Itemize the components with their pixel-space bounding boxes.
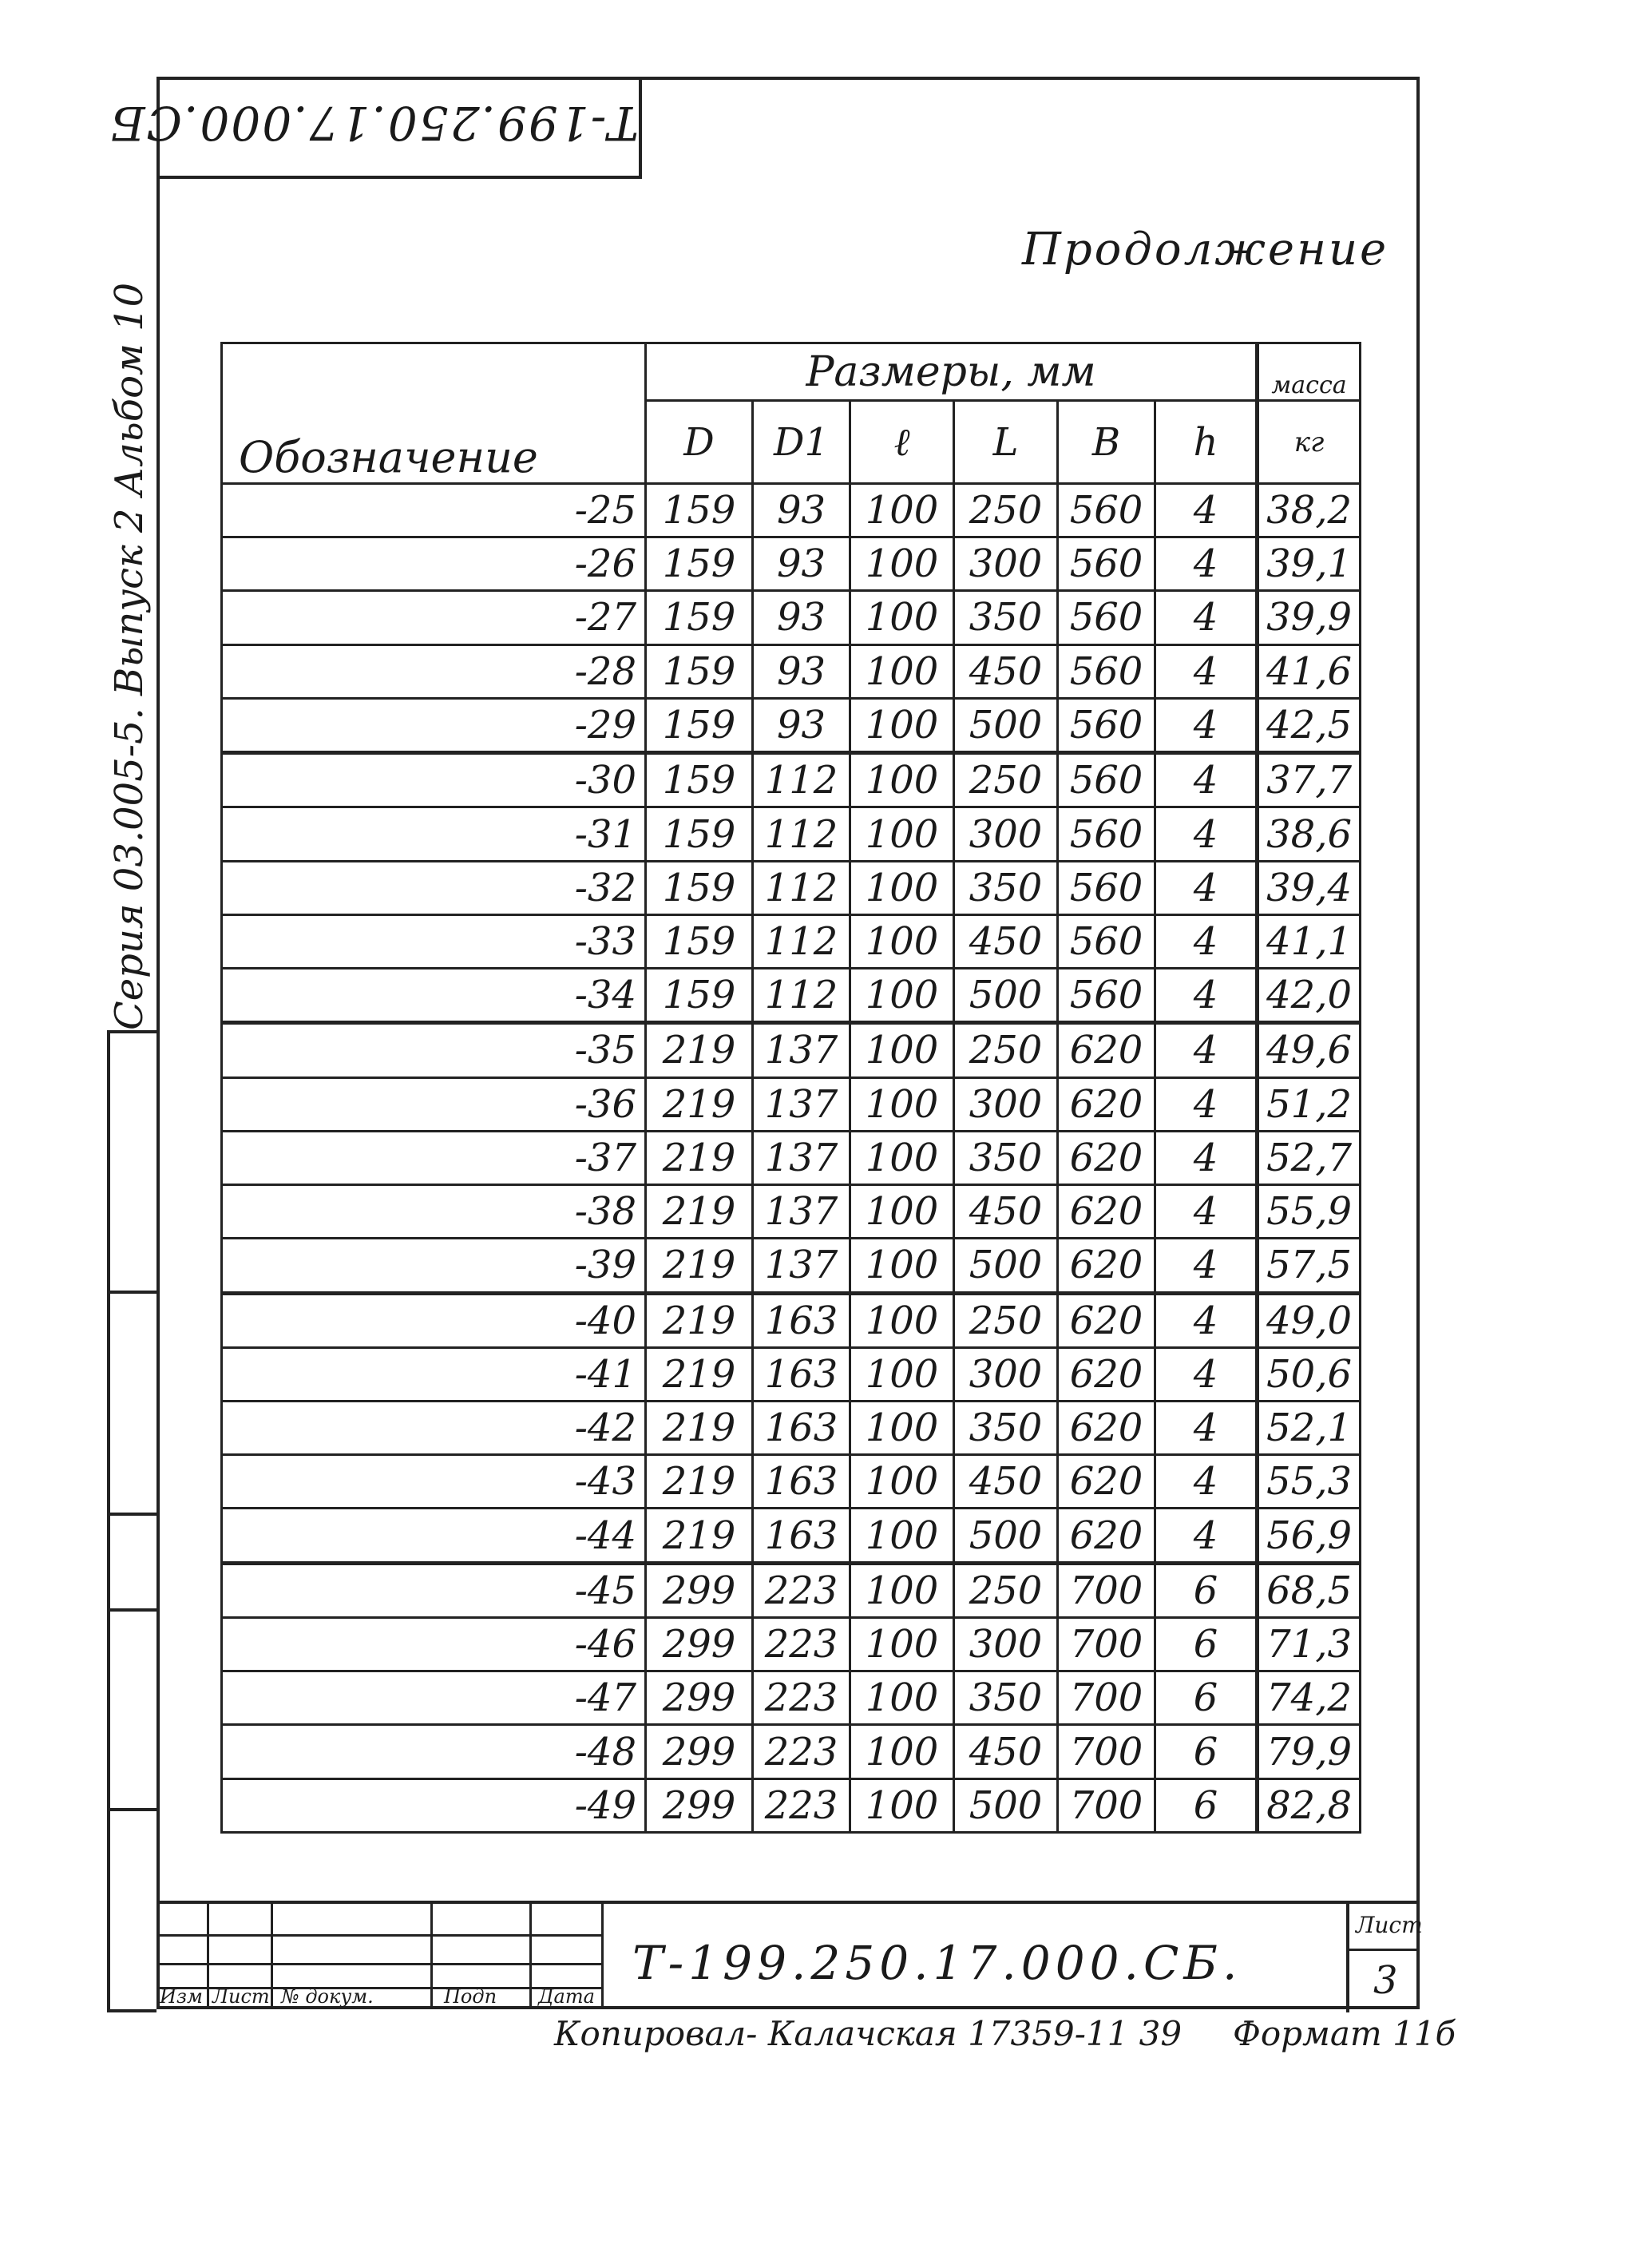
cell-D1: 137 (753, 1131, 850, 1184)
cell-L: 500 (954, 1778, 1058, 1832)
cell-L: 350 (954, 1671, 1058, 1725)
cell-L: 250 (954, 1563, 1058, 1617)
table-row (222, 1293, 1361, 1347)
cell-L: 300 (954, 1347, 1058, 1401)
cell-designation: -33 (222, 914, 646, 968)
cell-mass: 68,5 (1258, 1563, 1361, 1617)
cell-designation: -36 (222, 1077, 646, 1131)
table-row (222, 1725, 1361, 1778)
cell-h: 6 (1155, 1563, 1258, 1617)
cell-mass: 51,2 (1258, 1077, 1361, 1131)
cell-h: 4 (1155, 698, 1258, 752)
cell-D: 159 (646, 807, 753, 861)
cell-B: 620 (1058, 1185, 1155, 1239)
cell-D: 159 (646, 861, 753, 914)
cell-B: 620 (1058, 1347, 1155, 1401)
rotated-doc-stamp (109, 77, 642, 179)
cell-D: 159 (646, 537, 753, 591)
cell-D: 219 (646, 1293, 753, 1347)
cell-D1: 112 (753, 914, 850, 968)
cell-mass: 56,9 (1258, 1509, 1361, 1563)
cell-B: 700 (1058, 1563, 1155, 1617)
tb-col-sign: Подп (433, 1904, 532, 2009)
cell-D: 159 (646, 644, 753, 698)
cell-D: 159 (646, 484, 753, 537)
cell-mass: 82,8 (1258, 1778, 1361, 1832)
table-row (222, 537, 1361, 591)
cell-h: 4 (1155, 1131, 1258, 1184)
cell-designation: -37 (222, 1131, 646, 1184)
cell-D1: 93 (753, 698, 850, 752)
cell-B: 620 (1058, 1077, 1155, 1131)
table-row (222, 1347, 1361, 1401)
cell-designation: -34 (222, 968, 646, 1022)
cell-D1: 93 (753, 484, 850, 537)
header-dimensions: Размеры, мм (646, 343, 1258, 401)
cell-D1: 93 (753, 644, 850, 698)
cell-mass: 38,2 (1258, 484, 1361, 537)
table-row (222, 1455, 1361, 1509)
cell-D1: 163 (753, 1293, 850, 1347)
cell-L: 350 (954, 1131, 1058, 1184)
col-header-l: ℓ (850, 401, 954, 484)
title-block (156, 1901, 1423, 2009)
cell-h: 4 (1155, 1239, 1258, 1293)
header-mass: масса (1258, 343, 1361, 401)
cell-L: 250 (954, 753, 1058, 807)
cell-D1: 163 (753, 1347, 850, 1401)
cell-D: 299 (646, 1563, 753, 1617)
cell-D1: 112 (753, 807, 850, 861)
col-header-L: L (954, 401, 1058, 484)
cell-D: 219 (646, 1023, 753, 1077)
cell-D: 219 (646, 1131, 753, 1184)
cell-D: 159 (646, 968, 753, 1022)
cell-B: 560 (1058, 861, 1155, 914)
cell-L: 250 (954, 1293, 1058, 1347)
cell-mass: 49,0 (1258, 1293, 1361, 1347)
table-row (222, 861, 1361, 914)
cell-D1: 163 (753, 1402, 850, 1455)
cell-h: 4 (1155, 968, 1258, 1022)
cell-D: 219 (646, 1185, 753, 1239)
cell-D: 219 (646, 1347, 753, 1401)
cell-D1: 137 (753, 1185, 850, 1239)
cell-h: 4 (1155, 753, 1258, 807)
cell-L: 450 (954, 644, 1058, 698)
cell-L: 450 (954, 914, 1058, 968)
cell-D1: 137 (753, 1239, 850, 1293)
cell-D: 299 (646, 1671, 753, 1725)
tb-col-doc: № докум. (273, 1904, 433, 2009)
table-row (222, 1131, 1361, 1184)
cell-L: 350 (954, 1402, 1058, 1455)
cell-D1: 112 (753, 753, 850, 807)
cell-l: 100 (850, 1455, 954, 1509)
cell-B: 560 (1058, 807, 1155, 861)
cell-L: 250 (954, 1023, 1058, 1077)
col-header-h: h (1155, 401, 1258, 484)
cell-mass: 50,6 (1258, 1347, 1361, 1401)
sheet-number: 3 (1373, 1958, 1398, 2003)
cell-L: 300 (954, 1618, 1058, 1671)
cell-D: 299 (646, 1725, 753, 1778)
cell-designation: -27 (222, 591, 646, 644)
table-row (222, 1402, 1361, 1455)
cell-l: 100 (850, 807, 954, 861)
cell-h: 4 (1155, 1077, 1258, 1131)
col-header-D: D (646, 401, 753, 484)
table-row (222, 1778, 1361, 1832)
cell-mass: 52,1 (1258, 1402, 1361, 1455)
cell-designation: -30 (222, 753, 646, 807)
table-row (222, 644, 1361, 698)
cell-designation: -42 (222, 1402, 646, 1455)
cell-l: 100 (850, 753, 954, 807)
cell-B: 700 (1058, 1778, 1155, 1832)
tb-col-date: Дата (532, 1904, 604, 2009)
cell-B: 700 (1058, 1725, 1155, 1778)
cell-designation: -28 (222, 644, 646, 698)
cell-h: 4 (1155, 1402, 1258, 1455)
cell-l: 100 (850, 1347, 954, 1401)
cell-h: 6 (1155, 1725, 1258, 1778)
cell-h: 4 (1155, 644, 1258, 698)
table-row (222, 1023, 1361, 1077)
rotated-doc-code: Т-199.250.17.000.СБ (109, 96, 639, 150)
cell-l: 100 (850, 698, 954, 752)
cell-mass: 42,5 (1258, 698, 1361, 752)
cell-D: 219 (646, 1239, 753, 1293)
cell-B: 620 (1058, 1455, 1155, 1509)
left-binding-strip (107, 1030, 156, 2012)
cell-B: 620 (1058, 1402, 1155, 1455)
cell-h: 4 (1155, 1347, 1258, 1401)
table-row (222, 968, 1361, 1022)
cell-B: 560 (1058, 591, 1155, 644)
cell-l: 100 (850, 1509, 954, 1563)
table-row (222, 807, 1361, 861)
cell-designation: -32 (222, 861, 646, 914)
cell-designation: -49 (222, 1778, 646, 1832)
cell-D: 299 (646, 1778, 753, 1832)
dimensions-table (220, 342, 1361, 1834)
cell-h: 4 (1155, 861, 1258, 914)
cell-designation: -48 (222, 1725, 646, 1778)
cell-designation: -40 (222, 1293, 646, 1347)
cell-l: 100 (850, 484, 954, 537)
cell-B: 560 (1058, 914, 1155, 968)
cell-D1: 112 (753, 968, 850, 1022)
cell-l: 100 (850, 591, 954, 644)
header-designation: Обозначение (222, 343, 646, 484)
cell-designation: -41 (222, 1347, 646, 1401)
col-header-D1: D1 (753, 401, 850, 484)
cell-L: 450 (954, 1185, 1058, 1239)
cell-B: 560 (1058, 698, 1155, 752)
cell-l: 100 (850, 914, 954, 968)
cell-designation: -46 (222, 1618, 646, 1671)
cell-h: 4 (1155, 807, 1258, 861)
cell-h: 4 (1155, 1023, 1258, 1077)
cell-L: 500 (954, 698, 1058, 752)
cell-mass: 57,5 (1258, 1239, 1361, 1293)
cell-designation: -25 (222, 484, 646, 537)
cell-mass: 55,3 (1258, 1455, 1361, 1509)
table-row (222, 1239, 1361, 1293)
cell-D1: 223 (753, 1778, 850, 1832)
table-row (222, 591, 1361, 644)
table-row (222, 753, 1361, 807)
footer (554, 2014, 1456, 2053)
cell-h: 4 (1155, 1293, 1258, 1347)
cell-h: 4 (1155, 1185, 1258, 1239)
cell-h: 4 (1155, 591, 1258, 644)
cell-D: 299 (646, 1618, 753, 1671)
cell-L: 300 (954, 1077, 1058, 1131)
cell-L: 350 (954, 861, 1058, 914)
cell-L: 450 (954, 1725, 1058, 1778)
cell-h: 6 (1155, 1671, 1258, 1725)
cell-D: 159 (646, 753, 753, 807)
cell-l: 100 (850, 644, 954, 698)
cell-B: 620 (1058, 1131, 1155, 1184)
cell-h: 6 (1155, 1778, 1258, 1832)
cell-D: 219 (646, 1402, 753, 1455)
cell-L: 500 (954, 968, 1058, 1022)
title-doc-code: Т-199.250.17.000.СБ. (632, 1936, 1242, 1990)
cell-D1: 137 (753, 1077, 850, 1131)
cell-mass: 71,3 (1258, 1618, 1361, 1671)
table-row (222, 1563, 1361, 1617)
cell-D: 159 (646, 591, 753, 644)
cell-B: 560 (1058, 537, 1155, 591)
tb-col-list: Лист (209, 1904, 273, 2009)
cell-B: 560 (1058, 484, 1155, 537)
cell-mass: 49,6 (1258, 1023, 1361, 1077)
sheet-box (1346, 1904, 1423, 2012)
cell-h: 4 (1155, 914, 1258, 968)
cell-D1: 223 (753, 1725, 850, 1778)
cell-mass: 39,4 (1258, 861, 1361, 914)
cell-D1: 163 (753, 1455, 850, 1509)
cell-l: 100 (850, 1023, 954, 1077)
cell-l: 100 (850, 1725, 954, 1778)
footer-format: Формат 11б (1233, 2014, 1456, 2053)
cell-l: 100 (850, 968, 954, 1022)
cell-D1: 163 (753, 1509, 850, 1563)
cell-mass: 42,0 (1258, 968, 1361, 1022)
table-body (222, 484, 1361, 1833)
col-header-B: B (1058, 401, 1155, 484)
cell-designation: -26 (222, 537, 646, 591)
cell-D: 219 (646, 1455, 753, 1509)
cell-D1: 223 (753, 1563, 850, 1617)
cell-l: 100 (850, 1077, 954, 1131)
cell-h: 4 (1155, 537, 1258, 591)
cell-D1: 112 (753, 861, 850, 914)
cell-B: 620 (1058, 1509, 1155, 1563)
cell-L: 500 (954, 1239, 1058, 1293)
cell-L: 300 (954, 537, 1058, 591)
cell-D1: 223 (753, 1618, 850, 1671)
cell-h: 4 (1155, 1455, 1258, 1509)
cell-h: 4 (1155, 484, 1258, 537)
cell-l: 100 (850, 1618, 954, 1671)
cell-mass: 74,2 (1258, 1671, 1361, 1725)
table-row (222, 1077, 1361, 1131)
cell-l: 100 (850, 1239, 954, 1293)
cell-designation: -44 (222, 1509, 646, 1563)
cell-l: 100 (850, 537, 954, 591)
cell-L: 450 (954, 1455, 1058, 1509)
table-row (222, 1618, 1361, 1671)
cell-l: 100 (850, 861, 954, 914)
continuation-label: Продолжение (1022, 224, 1389, 276)
table-row (222, 484, 1361, 537)
cell-L: 300 (954, 807, 1058, 861)
cell-B: 560 (1058, 644, 1155, 698)
cell-L: 350 (954, 591, 1058, 644)
cell-designation: -45 (222, 1563, 646, 1617)
cell-L: 250 (954, 484, 1058, 537)
cell-B: 620 (1058, 1239, 1155, 1293)
cell-D: 219 (646, 1077, 753, 1131)
cell-l: 100 (850, 1185, 954, 1239)
cell-l: 100 (850, 1671, 954, 1725)
cell-mass: 52,7 (1258, 1131, 1361, 1184)
cell-B: 700 (1058, 1618, 1155, 1671)
tb-col-izm: Изм (156, 1904, 209, 2009)
cell-h: 6 (1155, 1618, 1258, 1671)
cell-designation: -38 (222, 1185, 646, 1239)
cell-mass: 37,7 (1258, 753, 1361, 807)
cell-mass: 38,6 (1258, 807, 1361, 861)
cell-l: 100 (850, 1131, 954, 1184)
cell-B: 700 (1058, 1671, 1155, 1725)
cell-B: 620 (1058, 1023, 1155, 1077)
cell-B: 560 (1058, 753, 1155, 807)
cell-designation: -43 (222, 1455, 646, 1509)
cell-mass: 41,1 (1258, 914, 1361, 968)
cell-l: 100 (850, 1402, 954, 1455)
cell-mass: 41,6 (1258, 644, 1361, 698)
table-row (222, 1185, 1361, 1239)
cell-D1: 137 (753, 1023, 850, 1077)
cell-designation: -35 (222, 1023, 646, 1077)
cell-mass: 55,9 (1258, 1185, 1361, 1239)
cell-B: 560 (1058, 968, 1155, 1022)
cell-mass: 79,9 (1258, 1725, 1361, 1778)
cell-l: 100 (850, 1293, 954, 1347)
cell-mass: 39,9 (1258, 591, 1361, 644)
cell-l: 100 (850, 1778, 954, 1832)
cell-D1: 223 (753, 1671, 850, 1725)
footer-copied: Копировал- Калачская 17359-11 39 (554, 2014, 1183, 2053)
cell-D1: 93 (753, 591, 850, 644)
cell-D: 219 (646, 1509, 753, 1563)
cell-l: 100 (850, 1563, 954, 1617)
header-mass-unit: кг (1258, 401, 1361, 484)
cell-D: 159 (646, 698, 753, 752)
cell-mass: 39,1 (1258, 537, 1361, 591)
table-row (222, 914, 1361, 968)
cell-h: 4 (1155, 1509, 1258, 1563)
cell-designation: -47 (222, 1671, 646, 1725)
sheet-label: Лист (1356, 1912, 1423, 1938)
cell-B: 620 (1058, 1293, 1155, 1347)
cell-designation: -29 (222, 698, 646, 752)
cell-designation: -31 (222, 807, 646, 861)
table-row (222, 1509, 1361, 1563)
table-row (222, 698, 1361, 752)
cell-designation: -39 (222, 1239, 646, 1293)
cell-D1: 93 (753, 537, 850, 591)
cell-D: 159 (646, 914, 753, 968)
table-row (222, 1671, 1361, 1725)
cell-L: 500 (954, 1509, 1058, 1563)
